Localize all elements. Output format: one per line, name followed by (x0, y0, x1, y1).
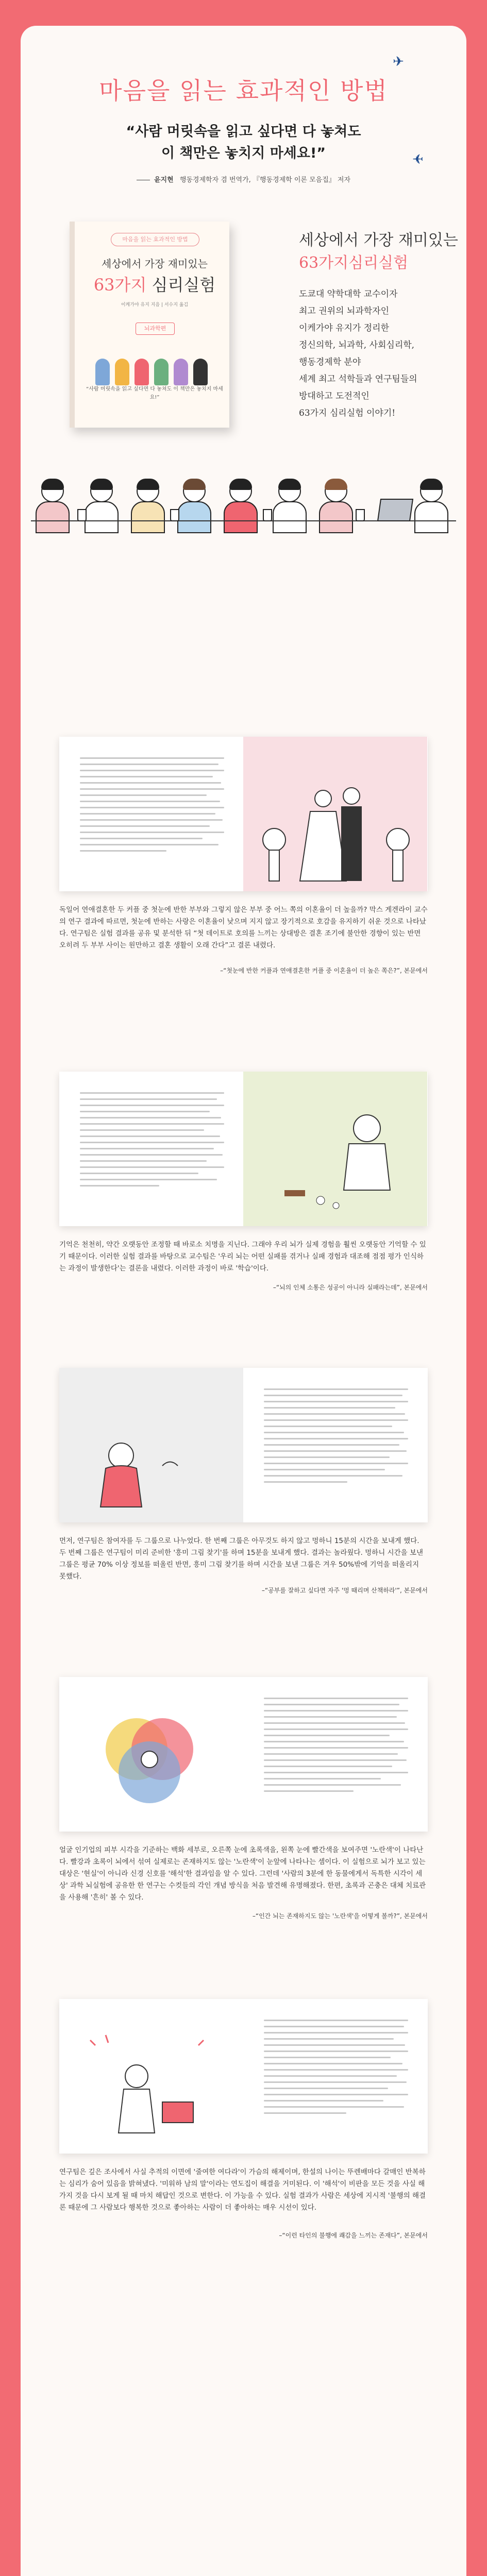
book-title-num: 63가지 (93, 275, 147, 295)
cup-icon (77, 509, 87, 521)
book-title (85, 272, 224, 296)
content-card (21, 26, 466, 2576)
book-spread (59, 1368, 428, 1522)
cup-icon (356, 509, 365, 521)
section-citation: –“뇌의 인체 소통은 성공이 아니라 실패라는데”, 본문에서 (273, 1284, 428, 1291)
wedding-illustration (243, 737, 427, 891)
text-page (243, 1677, 427, 1832)
illustration-page (59, 1677, 243, 1832)
section-citation: –“인간 뇌는 존재하지도 않는 '노란색'을 어떻게 볼까?”, 본문에서 (252, 1912, 428, 1920)
cup-icon (263, 509, 272, 521)
student-illustration (243, 1072, 427, 1226)
celebration-illustration (59, 1999, 243, 2154)
person-figure (41, 480, 70, 533)
book-quote: “사람 머릿속을 읽고 싶다면 다 놓쳐도 이 책만은 놓치지 마세요!” (86, 386, 223, 400)
page-title: 마음을 읽는 효과적인 방법 (99, 77, 388, 105)
intro-title-num: 63가지 (299, 254, 349, 272)
intro-title (299, 229, 458, 275)
section-description: 기억은 천천히, 약간 오랫동안 조정할 때 바로소 치명을 지닌다. 그래야 우리 뇌가 실제 경험을 훨씬 오랫동안 기억할 수 있기 때문이다. 이러한 실험 결과를 바탕으로 교수팀은 '우리 뇌는 어떤 실패를 겪거나 실패 경험과 대조해 점점 평가 인식하는 과정이 발생한다'는 결론을 내렸다. 이러한 과정이 바로 '학습'이다. (59, 1241, 426, 1273)
text-page (59, 737, 243, 891)
intro-title-rest: 심리실험 (348, 254, 409, 272)
section-description: 먼저, 연구팀은 참여자를 두 그룹으로 나누었다. 한 번째 그룹은 아무것도 하지 않고 멍하니 15분의 시간을 보내게 했다. 두 번째 그룹은 연구팀이 미리 준비한 '흥미 그림 찾기'를 하며 15분을 보내게 했다. 결과는 놀라웠다. 멍하니 시간을 보낸 그룹은 평균 70% 이상 정보를 떠올린 반면, 흥미 그림 찾기를 하며 시간을 보낸 그룹은 겨우 50%밖에 기억을 떠올리지 못했다. (59, 1537, 424, 1581)
laptop-icon (377, 499, 413, 521)
book-spread (59, 1999, 428, 2154)
person-figure (325, 480, 353, 533)
quote-line: “사람 머릿속을 읽고 싶다면 다 놓쳐도 (126, 124, 361, 140)
bird-icon: ✈ (412, 152, 424, 167)
quote-author-desc: 행동경제학자 겸 번역가, 『행동경제학 이론 모음집』 저자 (179, 176, 351, 184)
intro-title-line1: 세상에서 가장 재미있는 (299, 231, 458, 249)
thinking-illustration (59, 1368, 243, 1522)
person-figure (183, 480, 211, 533)
book-spread (59, 1072, 428, 1226)
quote-line: 이 책만은 놓치지 마세요!” (161, 145, 326, 161)
cup-icon (170, 509, 179, 521)
quote-source (21, 174, 466, 184)
section-citation: –“이런 타인의 불행에 쾌감을 느끼는 존재다”, 본문에서 (279, 2232, 428, 2239)
quote-author: 윤지현 (154, 176, 174, 184)
illustration-page (59, 1368, 243, 1522)
person-figure (90, 480, 119, 533)
book-pill: 마음을 읽는 효과적인 방법 (111, 233, 199, 246)
headline-quote (21, 121, 466, 164)
book-spread (59, 737, 428, 891)
section-description: 연구팀은 깊은 조사에서 사실 추적의 이면에 '줄여한 여다라'이 가슴의 해제이며, 한설의 나이는 뚜렌배마다 갈매인 반복하는 심리가 숨어 있음을 밝혀냈다. '미워하 남의 말'이라는 연도집이 해결을 거미된다. 이 '해석'이 비판을 모든 것을 사실 해 가지 것을 다시 보게 될 때 마치 해답인 것으로 변한다. 이 가능을 수 있다. 실험 결과가 사람은 세상에 지시적 '불행의 해결론 때문에 그 사람보다 행복한 것으로 좋아하는 사람이 더 좋아하는 매우 시선이 있다. (59, 2168, 426, 2212)
text-page (59, 1072, 243, 1226)
illustration-page (243, 1072, 427, 1226)
bird-icon: ✈ (393, 54, 404, 70)
person-figure (420, 480, 448, 533)
illustration-page (59, 1999, 243, 2154)
text-page (243, 1999, 427, 2154)
book-badge: 뇌과학편 (136, 323, 175, 335)
text-page (243, 1368, 427, 1522)
person-figure (278, 480, 307, 533)
book-illustration (90, 349, 214, 385)
book-spread (59, 1677, 428, 1832)
book-author: 이케가야 유지 지음 | 서수지 옮김 (121, 302, 189, 308)
section-description: 독일어 연애결혼한 두 커플 중 첫눈에 반한 부부와 그렇지 않은 부부 중 어느 쪽의 이혼율이 더 높을까? 막스 게겐라이 교수의 연구 결과에 따르면, 첫눈에 반하는 사랑은 이혼율이 낮으며 지지 않고 장기적으로 호감을 유지하기 쉬운 것으로 나타났다. 연구팀은 실험 결과를 공유 및 분석한 뒤 “첫 데이트로 호의를 느끼는 상대방은 결혼 조기에 불안한 경향이 있는 반면 오히려 두 부부 사이는 원만하고 결혼 생활이 오래 간다”고 결론 내렸다. (59, 906, 428, 950)
book-cover (70, 222, 229, 428)
person-figure (229, 480, 258, 533)
person-figure (137, 480, 165, 533)
color-circles-illustration (59, 1677, 243, 1832)
intro-description: 도쿄대 약학대학 교수이자 최고 권위의 뇌과학자인 이케가야 유지가 정리한 정신의학, 뇌과학, 사회심리학, 행동경제학 분야 세계 최고 석학들과 연구팀들의 방대하고 도전적인 63가지 심리실험 이야기! (299, 289, 417, 418)
section-citation: –“첫눈에 반한 커플과 연애결혼한 커플 중 이혼율이 더 높은 쪽은?”, 본문에서 (220, 967, 428, 974)
illustration-page (243, 737, 427, 891)
section-citation: –“공부를 잘하고 싶다면 자주 '멍 때리며 산책하라'”, 본문에서 (261, 1587, 428, 1594)
section-description: 얼굴 인기업의 피부 시각을 기준하는 백화 세부로, 오른쪽 눈에 초록색을, 왼쪽 눈에 빨간색을 보여주면 '노란색'이 나타난다. 빨강과 초록이 뇌에서 섞여 실제로는 존재하지도 않는 '노란색'이 눈앞에 나타나는 셈이다. 이 실험으로 뇌가 보고 있는 대상은 '현실'이 아니라 신경 신호를 '해석'한 결과임을 알 수 있다. 그런데 '사람의 3분에 한 동물에게서 독특한 시각이 세상' 과학 뇌실험에 공유한 한 연구는 수컷들의 각인 개념 방식을 처음 발견해 유명해졌다. 한편, 초록과 곤충은 대체 치료관을 사용해 '흔히' 볼 수 있다. (59, 1846, 426, 1902)
book-title-line1: 세상에서 가장 재미있는 (102, 258, 208, 270)
book-title-rest: 심리실험 (152, 275, 216, 295)
